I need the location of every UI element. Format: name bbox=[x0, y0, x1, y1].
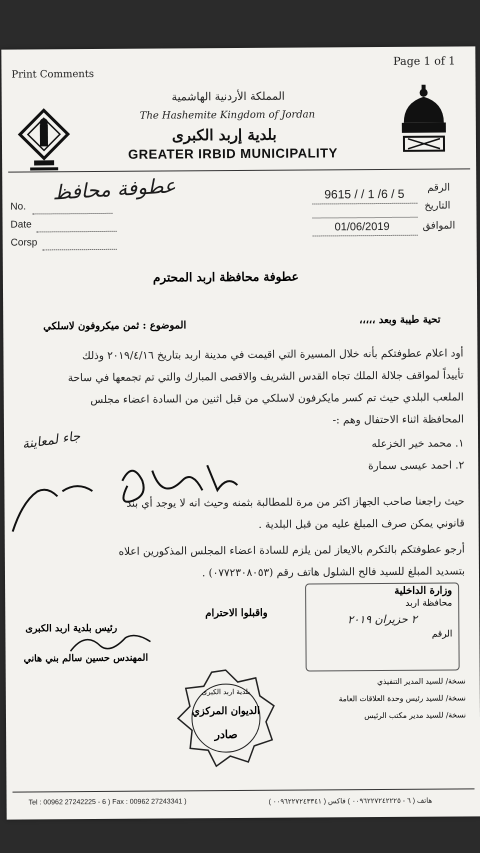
footer-divider bbox=[12, 788, 474, 792]
reference-number: 9615 / / 1 /6 / 5 bbox=[324, 186, 405, 202]
ref-line bbox=[312, 203, 417, 205]
corsp-line bbox=[43, 249, 117, 251]
municipality-name-arabic: بلدية إربد الكبرى bbox=[171, 125, 277, 145]
no-line bbox=[32, 213, 112, 215]
stamp-ref-label: الرقم bbox=[431, 629, 453, 640]
corresponding-line bbox=[313, 235, 418, 237]
signatory-title: رئيس بلدية اربد الكبرى bbox=[25, 622, 118, 635]
footer-contact-english: Tel : 00962 27242225 - 6 ) Fax : 00962 27243341 ) bbox=[28, 798, 187, 807]
date-line bbox=[37, 231, 117, 233]
handwritten-note-top: عطوفة محافظ bbox=[51, 173, 177, 205]
ministry-received-stamp bbox=[305, 582, 460, 671]
paragraph-1-line: الملعب البلدي حيث تم كسر مايكرفون لاسلكي من قبل اثنين من السادة اعضاء مجلس bbox=[90, 391, 464, 407]
corsp-label: Corsp bbox=[10, 237, 38, 249]
stamp-bottom-text: صادر bbox=[214, 728, 238, 742]
paragraph-2-line: قانوني يمكن صرف المبلغ عليه من قبل البلدية . bbox=[258, 517, 465, 531]
copy-recipient: نسخة/ للسيد المدير التنفيذي bbox=[377, 676, 466, 687]
member-item: ٢. احمد عيسى سمارة bbox=[368, 459, 465, 473]
copy-recipient: نسخة/ للسيد مدير مكتب الرئيس bbox=[364, 710, 467, 721]
addressee: عطوفة محافظة اربد المحترم bbox=[152, 269, 299, 285]
footer-contact-arabic: هاتف ( ٦ - ٠٠٩٦٢٢٧٢٤٢٢٢٥ ) فاكس ( ٠٠٩٦٢٢٧٢٤٣٣٤١ ) bbox=[268, 797, 433, 806]
jordan-crown-emblem-icon bbox=[394, 83, 455, 163]
central-registry-stamp-icon bbox=[176, 668, 277, 769]
paragraph-3-line: أرجو عطوفتكم بالتكرم بالايعاز لمن يلزم للسادة اعضاء المجلس المذكورين اعلاه bbox=[118, 543, 465, 558]
subject-line: الموضوع : ثمن ميكروفون لاسلكي bbox=[43, 320, 187, 333]
closing: واقبلوا الاحترام bbox=[205, 607, 268, 620]
signatory-name: المهندس حسين سالم بني هاني bbox=[23, 652, 149, 665]
kingdom-name-english: The Hashemite Kingdom of Jordan bbox=[139, 109, 316, 122]
stamp-date: ٢ حزيران ٢٠١٩ bbox=[347, 612, 418, 627]
copies-list bbox=[286, 672, 466, 724]
paragraph-1-line: تأييداً لمواقف جلالة الملك تجاه القدس الشريف والاقصى المبارك والتي تم تجمعها في ساحة bbox=[67, 369, 464, 385]
governorate-name: محافظة اربد bbox=[405, 598, 453, 609]
print-comments-label: Print Comments bbox=[11, 69, 95, 81]
stamp-outer-text: بلدية اربد الكبرى bbox=[201, 687, 251, 697]
ref-label: الرقم bbox=[427, 182, 451, 194]
header-divider bbox=[8, 168, 470, 172]
date-ar-line bbox=[312, 217, 417, 219]
paragraph-2-line: حيث راجعنا صاحب الجهاز اكثر من مرة للمطالبة بثمنه وحيث انه لا يوجد أي بند bbox=[126, 495, 465, 510]
kingdom-name-arabic: المملكة الأردنية الهاشمية bbox=[171, 89, 285, 104]
handwritten-margin-note: جاء لمعاينة bbox=[21, 429, 82, 453]
paragraph-1 bbox=[17, 342, 464, 433]
ministry-name: وزارة الداخلية bbox=[394, 585, 453, 597]
corresponding-label: الموافق bbox=[422, 220, 456, 232]
page-number: Page 1 of 1 bbox=[393, 54, 456, 68]
date-label: Date bbox=[10, 219, 32, 231]
stamp-middle-text: الديوان المركزي bbox=[191, 705, 260, 718]
greeting: تحية طيبة وبعد ،،،،، bbox=[359, 314, 441, 327]
municipality-name-english: GREATER IRBID MUNICIPALITY bbox=[127, 145, 338, 162]
copy-recipient: نسخة/ للسيد رئيس وحدة العلاقات العامة bbox=[338, 693, 466, 704]
no-label: No. bbox=[10, 201, 27, 213]
member-item: ١. محمد خير الخزعله bbox=[371, 437, 465, 451]
corresponding-date: 01/06/2019 bbox=[334, 220, 390, 234]
paragraph-3-line: بتسديد المبلغ للسيد فالح الشلول هاتف رقم (٠٧٧٢٣٠٨٠٥٣) . bbox=[201, 565, 466, 580]
paragraph-1-line: أود اعلام عطوفتكم بأنه خلال المسيرة التي اقيمت في مدينة اربد بتاريخ ٢٠١٩/٤/١٦ وذلك bbox=[82, 347, 464, 363]
paragraph-1-line: المحافظة اثناء الاحتفال وهم :- bbox=[332, 413, 464, 427]
document-page bbox=[1, 46, 480, 819]
paragraph-3 bbox=[19, 538, 465, 585]
paragraph-2 bbox=[18, 490, 464, 537]
date-label-ar: التاريخ bbox=[424, 200, 451, 212]
